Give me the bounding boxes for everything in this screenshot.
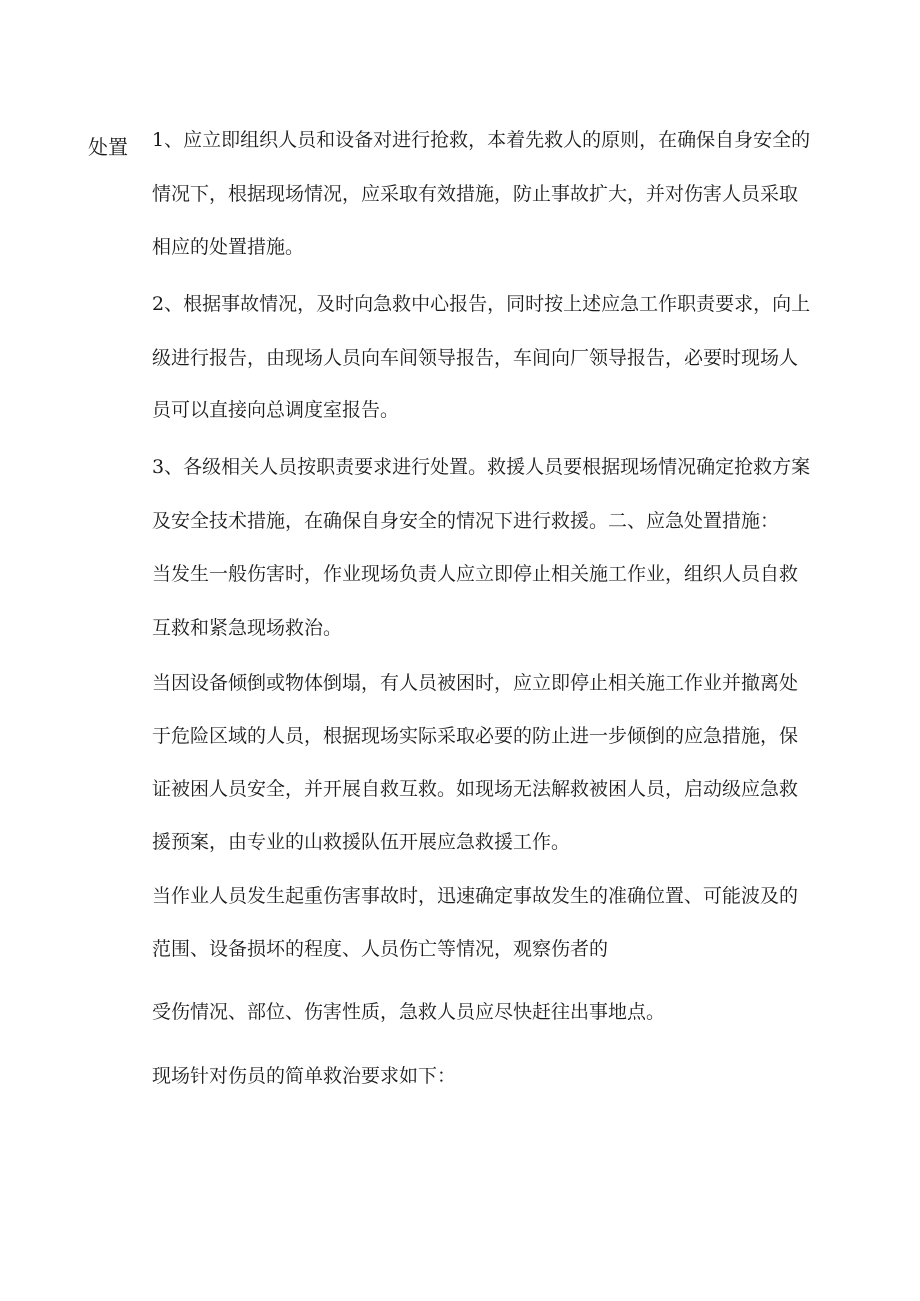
text-line: 1、应立即组织人员和设备对进行抢救，本着先救人的原则，在确保自身安全的: [152, 129, 811, 151]
text-line: 范围、设备损坏的程度、人员伤亡等情况，观察伤者的: [152, 938, 609, 960]
text-line: 员可以直接向总调度室报告。: [152, 399, 400, 421]
text-line: 级进行报告，由现场人员向车间领导报告，车间向厂领导报告，必要时现场人: [152, 347, 799, 369]
text-line: 当作业人员发生起重伤害事故时，迅速确定事故发生的准确位置、可能波及的: [152, 885, 799, 907]
text-line: 援预案，由专业的山救援队伍开展应急救援工作。: [152, 831, 571, 853]
text-line: 证被困人员安全，并开展自救互救。如现场无法解救被困人员，启动级应急救: [152, 778, 799, 800]
text-line: 情况下，根据现场情况，应采取有效措施，防止事故扩大，并对伤害人员采取: [152, 183, 799, 205]
text-line: 受伤情况、部位、伤害性质，急救人员应尽快赶往出事地点。: [152, 1001, 666, 1023]
text-line: 3、各级相关人员按职责要求进行处置。救援人员要根据现场情况确定抢救方案: [152, 456, 811, 478]
text-line: 相应的处置措施。: [152, 236, 305, 258]
text-line: 2、根据事故情况，及时向急救中心报告，同时按上述应急工作职责要求，向上: [152, 293, 811, 315]
section-label: 处置: [88, 135, 128, 159]
text-line: 现场针对伤员的简单救治要求如下：: [152, 1065, 457, 1087]
text-line: 互救和紧急现场救治。: [152, 617, 343, 639]
text-line: 及安全技术措施，在确保自身安全的情况下进行救援。二、应急处置措施：: [152, 510, 780, 532]
text-line: 当因设备倾倒或物体倒塌，有人员被困时，应立即停止相关施工作业并撤离处: [152, 672, 799, 694]
text-line: 当发生一般伤害时，作业现场负责人应立即停止相关施工作业，组织人员自救: [152, 563, 799, 585]
text-line: 于危险区域的人员，根据现场实际采取必要的防止进一步倾倒的应急措施，保: [152, 725, 799, 747]
